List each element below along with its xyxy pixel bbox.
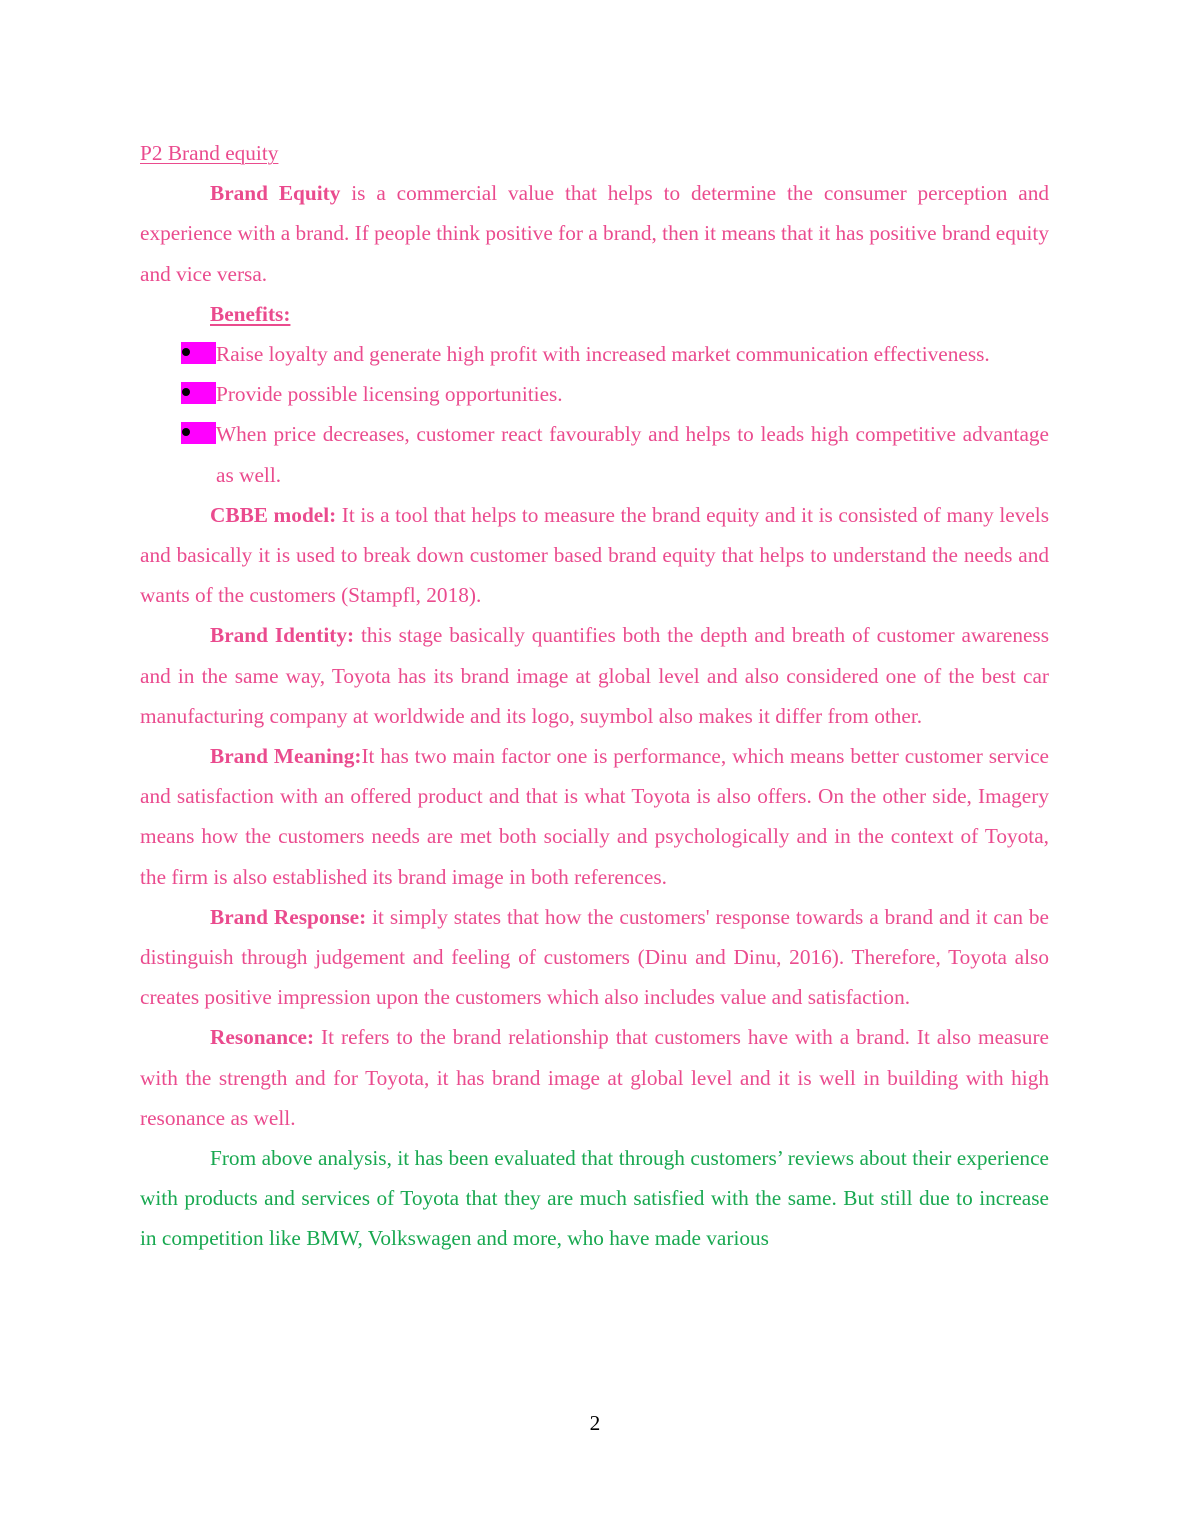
brand-identity-term: Brand Identity: [210,623,355,648]
list-item [140,334,1049,374]
document-page [140,133,1049,1259]
brand-response-term: Brand Response: [210,904,367,929]
bullet-icon [181,422,216,444]
benefit-text: When price decreases, customer react favourably and helps to leads high competitive advantage as well. [216,422,1049,487]
brand-meaning-text: It has two main factor one is performance, which means better customer service and satisfaction with an offered product and that is what Toyota is also offers. On the other side, Imagery means how the customers needs are met both socially and psychologically and in the context of Toyota, the firm is also established its brand image in both references. [140,744,1049,889]
brand-response-text: it simply states that how the customers' response towards a brand and it can be distinguish through judgement and feeling of customers (Dinu and Dinu, 2016). Therefore, Toyota also creates positive impression upon the customers which also includes value and satisfaction. [140,904,1049,1010]
brand-meaning-paragraph [140,736,1049,897]
resonance-term: Resonance: [210,1025,315,1050]
brand-response-paragraph [140,897,1049,1018]
brand-identity-paragraph [140,615,1049,736]
brand-equity-paragraph [140,173,1049,294]
cbbe-text: It is a tool that helps to measure the brand equity and it is consisted of many levels and basically it is used to break down customer based brand equity that helps to understand the needs and wants of the customers (Stampfl, 2018). [140,502,1049,608]
benefits-list [140,334,1049,495]
resonance-paragraph [140,1017,1049,1138]
cbbe-term: CBBE model: [210,502,337,527]
benefit-text: Provide possible licensing opportunities. [216,382,563,407]
cbbe-paragraph [140,495,1049,616]
brand-identity-text: this stage basically quantifies both the depth and breath of customer awareness and in the same way, Toyota has its brand image at global level and also considered one of the best car manufacturing company at worldwide and its logo, suymbol also makes it differ from other. [140,623,1050,728]
page-number: 2 [589,1411,601,1435]
section-heading: P2 Brand equity [140,141,279,165]
benefit-text: Raise loyalty and generate high profit with increased market communication effectiveness. [216,342,990,367]
conclusion-paragraph: From above analysis, it has been evaluated that through customers’ reviews about their experience with products and services of Toyota that they are much satisfied with the same. But still due to increase in competition like BMW, Volkswagen and more, who have made various [140,1146,1049,1251]
list-item [140,374,1049,414]
list-item [140,414,1049,494]
bullet-icon [181,342,216,364]
benefits-title: Benefits: [210,301,291,326]
brand-meaning-term: Brand Meaning: [210,744,362,769]
brand-equity-text: is a commercial value that helps to determine the consumer perception and experience with a brand. If people think positive for a brand, then it means that it has positive brand equity and vice versa. [140,181,1049,286]
resonance-text: It refers to the brand relationship that customers have with a brand. It also measure with the strength and for Toyota, it has brand image at global level and it is well in building with high resonance as well. [140,1025,1049,1130]
bullet-icon [181,382,216,404]
brand-equity-term: Brand Equity [210,181,341,206]
